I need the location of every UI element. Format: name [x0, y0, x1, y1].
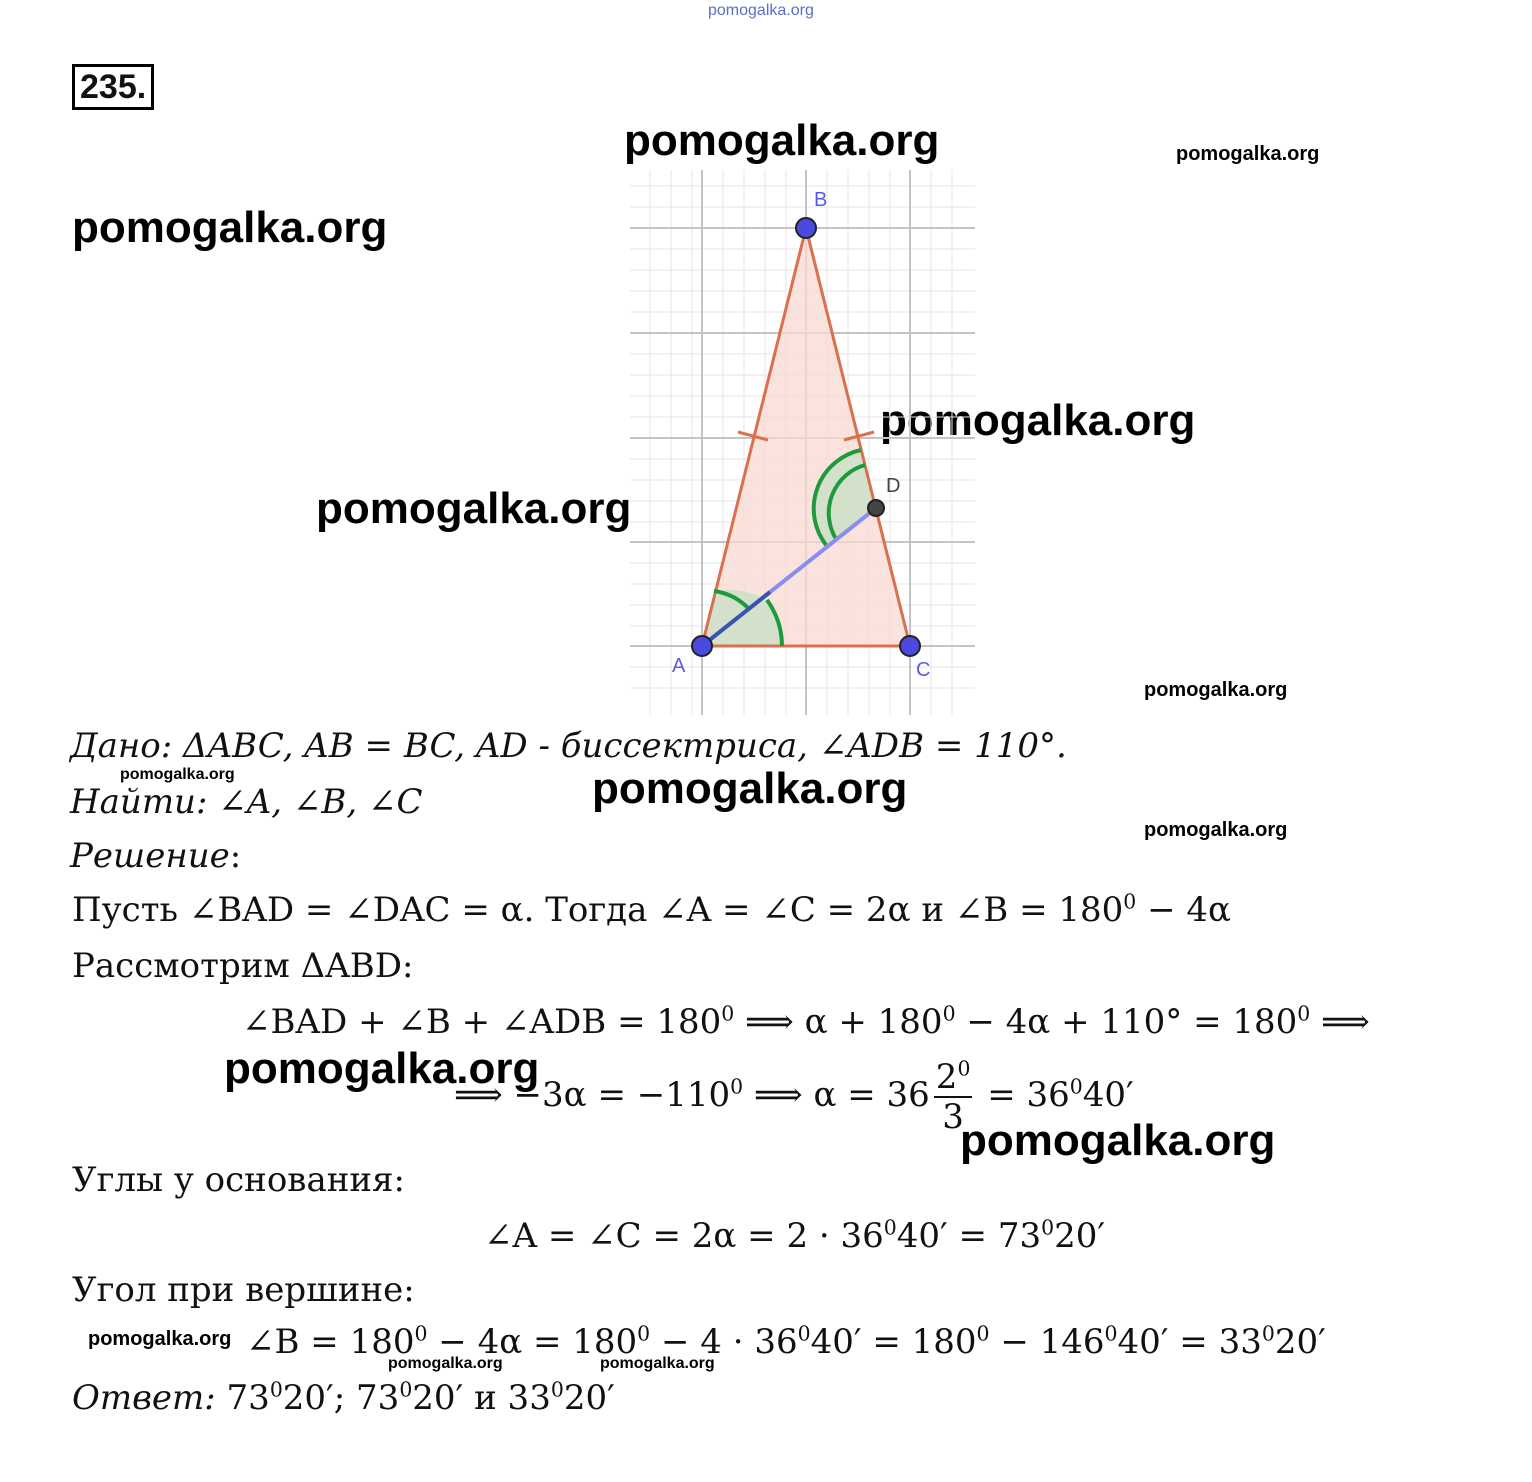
answer-label: Ответ:: [72, 1378, 216, 1418]
watermark: pomogalka.org: [316, 484, 632, 533]
label-b: B: [814, 189, 828, 211]
solution-line-3: ∠BAD + ∠B + ∠ADB = $180^0$ ⟹ $\alpha + 180^0 - 4\alpha + 110^\circ = 180^0$ ⟹: [242, 1001, 1370, 1042]
watermark: pomogalka.org: [72, 203, 388, 252]
fraction: $\frac{2^0}{3}$: [935, 1056, 971, 1137]
label-c: C: [916, 659, 931, 681]
solution-line-4: ⟹ $-3\alpha = -110^0$ ⟹ α = 36 $\frac{2^0}{3}$ = $36^040'$: [454, 1056, 1134, 1137]
find-line: [70, 782, 422, 822]
watermark: pomogalka.org: [1144, 679, 1288, 701]
watermark: pomogalka.org: [224, 1044, 540, 1093]
watermark: pomogalka.org: [600, 1355, 715, 1372]
given-line: [70, 726, 1067, 766]
watermark: pomogalka.org: [88, 1328, 232, 1350]
solution-label: Решение:: [70, 836, 242, 876]
given-label: Дано: [70, 726, 161, 766]
solution-line-5: Углы у основания:: [72, 1160, 405, 1200]
answer-line: Ответ: $73^020'$; $73^020'$ и $33^020'$: [72, 1377, 615, 1418]
watermark: pomogalka.org: [960, 1116, 1276, 1165]
watermark: pomogalka.org: [388, 1355, 503, 1372]
watermark: pomogalka.org: [1176, 143, 1320, 165]
solution-line-2: Рассмотрим ΔABD:: [72, 946, 414, 986]
label-a: A: [672, 655, 686, 677]
find-text: : ∠A, ∠B, ∠C: [195, 782, 423, 822]
label-d: D: [886, 475, 901, 497]
solution-line-7: Угол при вершине:: [72, 1270, 415, 1310]
solution-line-6: ∠A = ∠C = $2\alpha = 2 \cdot 36^040' = 73^020'$: [484, 1215, 1106, 1256]
point-c: [900, 636, 920, 656]
triangle-figure: [630, 170, 975, 715]
watermark: pomogalka.org: [120, 766, 235, 783]
problem-number: 235.: [72, 64, 154, 110]
solution-line-1: Пусть ∠BAD = ∠DAC = α. Тогда ∠A = ∠C = 2α и ∠B = $180^0 - 4\alpha$: [72, 889, 1231, 930]
given-text: : ΔABC, AB = BC, AD - биссектриса, ∠ADB = 110°.: [160, 726, 1067, 766]
watermark: pomogalka.org: [880, 396, 1196, 445]
watermark: pomogalka.org: [1144, 819, 1288, 841]
point-a: [692, 636, 712, 656]
find-label: Найти: [70, 782, 196, 822]
watermark: pomogalka.org: [592, 764, 908, 813]
watermark-top: pomogalka.org: [708, 2, 814, 19]
point-d: [868, 500, 884, 516]
solution-line-8: ∠B = $180^0 - 4\alpha = 180^0 - 4 \cdot 36^040' = 180^0 - 146^040' = 33^020'$: [246, 1321, 1326, 1362]
point-b: [796, 218, 816, 238]
watermark: pomogalka.org: [624, 116, 940, 165]
